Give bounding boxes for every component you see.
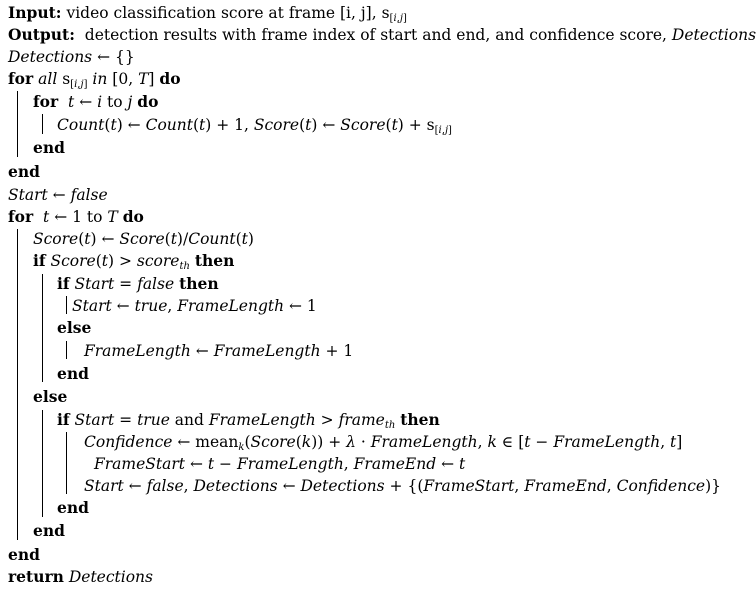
algorithm-line: if Score(t) > score$_{th}$ then: [33, 251, 235, 272]
algorithm-line: if Start = true and FrameLength > frame$_{th}$ then: [57, 410, 440, 431]
algorithm-line: Output: detection results with frame index of start and end, and confidence score, Detections: [8, 25, 756, 44]
algorithm-line: Count(t) ← Count(t) + 1, Score(t) ← Score(t) + $s_{[i,j]}$: [57, 116, 452, 136]
algorithm-line: else: [57, 318, 92, 337]
indent-guide: [17, 229, 18, 540]
indent-guide: [42, 274, 43, 382]
algorithm-line: for t ← 1 to T do: [8, 207, 144, 226]
indent-guide: [66, 432, 67, 494]
indent-guide: [17, 91, 18, 157]
algorithm-line: Start ← false, Detections ← Detections + {(FrameStart, FrameEnd, Confidence)}: [84, 477, 721, 495]
indent-guide: [42, 114, 43, 134]
algorithm-line: Input: video classification score at frame [i, j], $s_{[i,j]}$: [8, 3, 407, 24]
algorithm-line: FrameLength ← FrameLength + 1: [84, 342, 354, 360]
algorithm-line: for all $s_{[i,j]}$ in [0, T] do: [8, 69, 181, 90]
algorithm-line: end: [8, 545, 40, 564]
algorithm-line: end: [33, 138, 65, 157]
algorithm-line: end: [57, 364, 89, 383]
algorithm-line: end: [8, 162, 40, 181]
algorithm-line: Score(t) ← Score(t)/Count(t): [33, 230, 254, 248]
algorithm-line: FrameStart ← t − FrameLength, FrameEnd ← t: [94, 455, 466, 473]
algorithm-line: else: [33, 387, 68, 406]
algorithm-line: Start ← false: [8, 186, 108, 204]
algorithm-line: Detections ← {}: [8, 48, 135, 66]
algorithm-line: Confidence ← mean$_k$(Score(k)) + λ · FrameLength, k ∈ [t − FrameLength, t]: [84, 433, 683, 453]
algorithm-line: Start ← true, FrameLength ← 1: [72, 297, 317, 315]
indent-guide: [42, 410, 43, 517]
indent-guide: [66, 296, 67, 314]
indent-guide: [66, 341, 67, 359]
algorithm-line: end: [57, 498, 89, 517]
algorithm-line: if Start = false then: [57, 274, 219, 293]
algorithm-line: for t ← i to j do: [33, 92, 159, 111]
algorithm-line: return Detections: [8, 567, 153, 586]
algorithm-line: end: [33, 521, 65, 540]
